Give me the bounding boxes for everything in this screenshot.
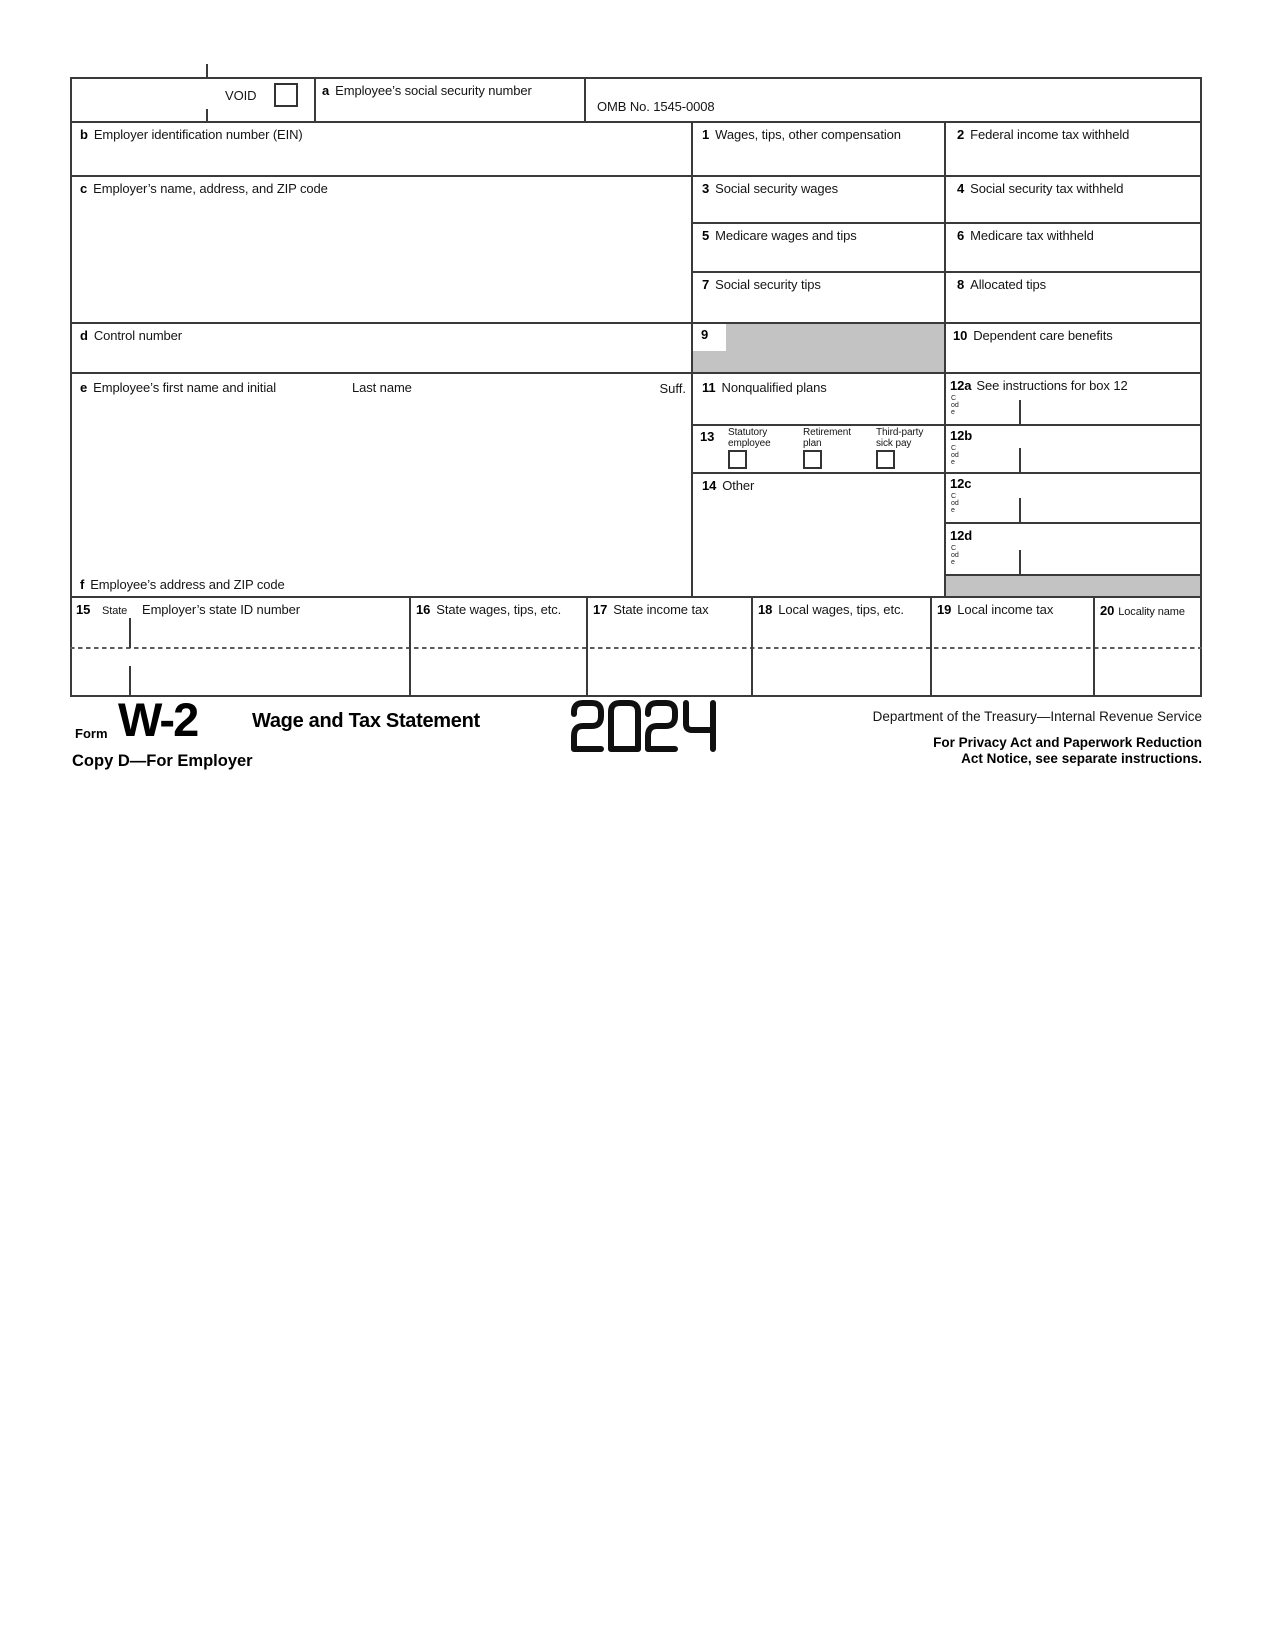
omb-number: OMB No. 1545-0008 bbox=[597, 99, 715, 114]
box-12d-label: 12d bbox=[950, 528, 973, 543]
box-7-label: 7 Social security tips bbox=[702, 277, 821, 292]
privacy-line-2: Act Notice, see separate instructions. bbox=[961, 750, 1202, 766]
control-number-field[interactable] bbox=[74, 345, 688, 369]
box-14-label: 14 Other bbox=[702, 478, 755, 493]
box-19-label: 19 Local income tax bbox=[937, 602, 1054, 617]
box-1-label: 1 Wages, tips, other compensation bbox=[702, 127, 901, 142]
box-18-label: 18 Local wages, tips, etc. bbox=[758, 602, 904, 617]
box-16-field[interactable] bbox=[413, 620, 583, 646]
box-f-label: f Employee’s address and ZIP code bbox=[80, 577, 285, 592]
box-12a-code-label: Code bbox=[951, 395, 959, 416]
box-16-label: 16 State wages, tips, etc. bbox=[416, 602, 562, 617]
box-20-field[interactable] bbox=[1097, 620, 1197, 646]
box-8-field[interactable] bbox=[948, 295, 1198, 319]
form-word: Form bbox=[75, 726, 108, 741]
box-2-field[interactable] bbox=[948, 144, 1198, 172]
box-d-label: d Control number bbox=[80, 328, 183, 343]
box-10-label: 10 Dependent care benefits bbox=[953, 328, 1113, 343]
box-5-label: 5 Medicare wages and tips bbox=[702, 228, 857, 243]
box-3-field[interactable] bbox=[695, 198, 941, 220]
box-4-field[interactable] bbox=[948, 198, 1198, 220]
box-10-field[interactable] bbox=[948, 345, 1198, 369]
treasury-dept-label: Department of the Treasury—Internal Revenue Service bbox=[872, 709, 1202, 724]
statutory-employee-label: Statutory employee bbox=[728, 427, 771, 449]
box-12c-code-label: Code bbox=[951, 493, 959, 514]
form-number: W-2 bbox=[118, 693, 198, 746]
employee-name-address-field[interactable] bbox=[74, 400, 688, 570]
box-b-label: b Employer identification number (EIN) bbox=[80, 127, 303, 142]
employer-state-id-field[interactable] bbox=[134, 620, 406, 646]
box-4-label: 4 Social security tax withheld bbox=[957, 181, 1124, 196]
employer-state-id-label: Employer’s state ID number bbox=[142, 602, 301, 617]
form-title: Wage and Tax Statement bbox=[252, 710, 480, 732]
box-17-field[interactable] bbox=[590, 620, 748, 646]
privacy-act-notice bbox=[933, 735, 1202, 766]
tax-year bbox=[571, 699, 721, 755]
retirement-plan-checkbox[interactable] bbox=[803, 450, 822, 469]
void-label: VOID bbox=[225, 88, 257, 103]
ein-field[interactable] bbox=[74, 144, 688, 172]
box-17-label: 17 State income tax bbox=[593, 602, 709, 617]
suffix-label: Suff. bbox=[659, 381, 686, 396]
box-14-field[interactable] bbox=[695, 498, 941, 593]
privacy-line-1: For Privacy Act and Paperwork Reduction bbox=[933, 735, 1202, 750]
third-party-sick-pay-label: Third-party sick pay bbox=[876, 427, 924, 449]
retirement-plan-label: Retirement plan bbox=[803, 427, 851, 449]
box-12b-field[interactable] bbox=[1024, 448, 1198, 470]
copy-designation: Copy D—For Employer bbox=[72, 752, 253, 770]
box-13-label: 13 bbox=[700, 429, 715, 444]
box-12b-code-label: Code bbox=[951, 445, 959, 466]
box-11-field[interactable] bbox=[695, 398, 941, 422]
state-label: State bbox=[102, 605, 128, 617]
box-18-field[interactable] bbox=[755, 620, 927, 646]
box-9-label: 9 bbox=[701, 327, 709, 342]
box-11-label: 11 Nonqualified plans bbox=[702, 380, 827, 395]
box-12c-label: 12c bbox=[950, 476, 972, 491]
box-12a-label: 12a See instructions for box 12 bbox=[950, 378, 1128, 393]
box-6-field[interactable] bbox=[948, 246, 1198, 268]
box-7-field[interactable] bbox=[695, 295, 941, 319]
third-party-sick-pay-checkbox[interactable] bbox=[876, 450, 895, 469]
ssn-field[interactable] bbox=[320, 100, 580, 120]
box-12b-label: 12b bbox=[950, 428, 973, 443]
box-9-shaded-area bbox=[693, 324, 944, 372]
box-e-label: e Employee’s first name and initial bbox=[80, 380, 277, 395]
void-checkbox[interactable] bbox=[274, 83, 298, 107]
employer-name-address-field[interactable] bbox=[74, 200, 688, 320]
box-12-shaded-bar bbox=[946, 576, 1201, 596]
box-c-label: c Employer’s name, address, and ZIP code bbox=[80, 181, 328, 196]
box-19-field[interactable] bbox=[934, 620, 1090, 646]
box-15-label: 15 bbox=[76, 602, 91, 617]
box-12d-field[interactable] bbox=[1024, 550, 1198, 572]
box-2-label: 2 Federal income tax withheld bbox=[957, 127, 1130, 142]
state-field[interactable] bbox=[74, 620, 126, 646]
box-8-label: 8 Allocated tips bbox=[957, 277, 1047, 292]
box-20-label: 20 Locality name bbox=[1100, 603, 1185, 618]
box-6-label: 6 Medicare tax withheld bbox=[957, 228, 1094, 243]
box-1-field[interactable] bbox=[695, 144, 941, 172]
statutory-employee-checkbox[interactable] bbox=[728, 450, 747, 469]
box-12c-field[interactable] bbox=[1024, 498, 1198, 520]
box-5-field[interactable] bbox=[695, 246, 941, 268]
box-a-label: a Employee’s social security number bbox=[322, 83, 532, 98]
box-3-label: 3 Social security wages bbox=[702, 181, 839, 196]
last-name-label: Last name bbox=[352, 380, 412, 395]
box-12d-code-label: Code bbox=[951, 545, 959, 566]
box-12a-field[interactable] bbox=[1024, 400, 1198, 422]
